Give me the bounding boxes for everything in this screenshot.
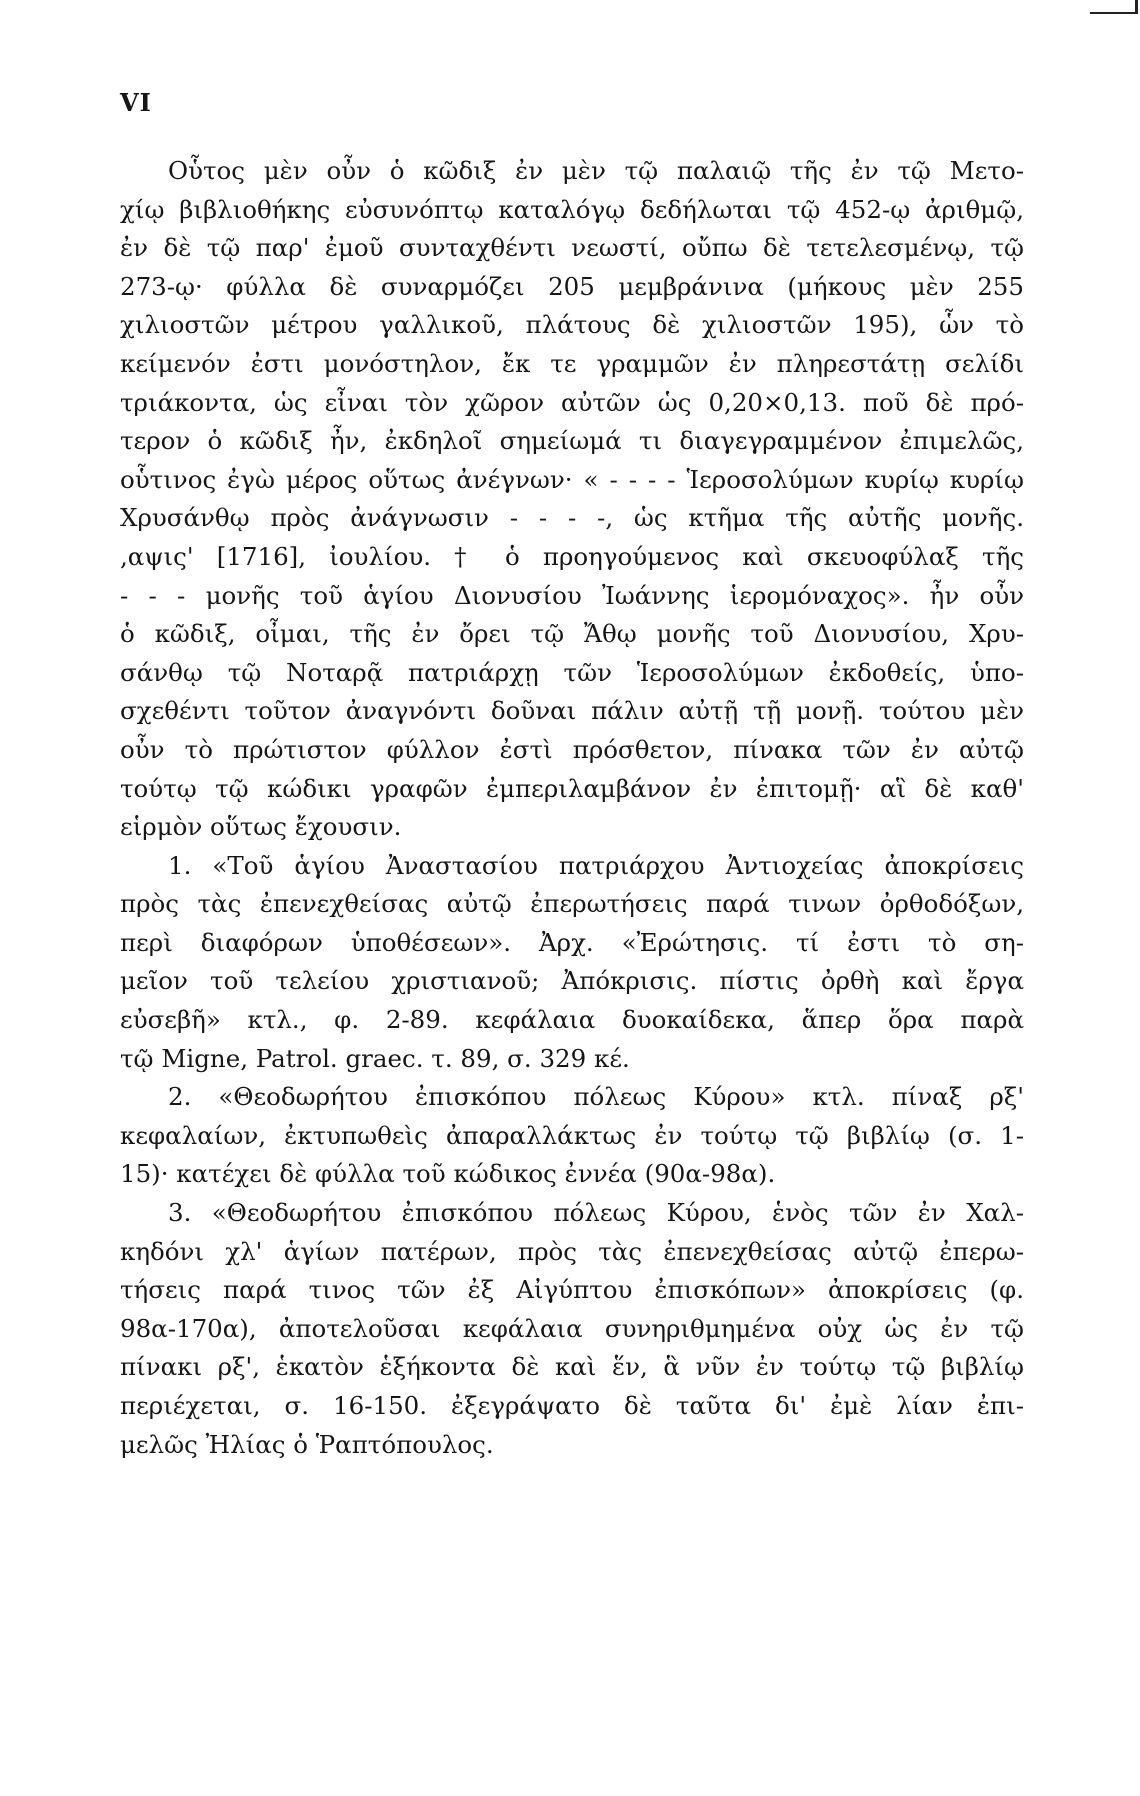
- text-line: 98α-170α), ἀποτελοῦσαι κεφάλαια συνηριθμημένα οὐχ ὡς ἐν τῷ: [120, 1313, 1024, 1343]
- text-line: 273-ῳ· φύλλα δὲ συναρμόζει 205 μεμβράνινα (μήκους μὲν 255: [120, 271, 1024, 301]
- text-line: πίνακι ρξ', ἑκατὸν ἑξήκοντα δὲ καὶ ἕν, ἃ νῦν ἐν τούτῳ τῷ βιβλίῳ: [120, 1352, 1024, 1382]
- text-line: τριάκοντα, ὡς εἶναι τὸν χῶρον αὐτῶν ὡς 0,20×0,13. ποῦ δὲ πρό-: [120, 387, 1024, 417]
- text-line: χιλιοστῶν μέτρου γαλλικοῦ, πλάτους δὲ χιλιοστῶν 195), ὧν τὸ: [120, 310, 1024, 340]
- text-line: περιέχεται, σ. 16-150. ἐξεγράψατο δὲ ταῦτα δι' ἐμὲ λίαν ἐπι-: [120, 1391, 1024, 1420]
- paragraph: [120, 152, 1024, 847]
- paragraph: [120, 847, 1024, 1079]
- page-number: VI: [120, 88, 152, 117]
- text-line: εὐσεβῆ» κτλ., φ. 2-89. κεφάλαια δυοκαίδεκα, ἅπερ ὅρα παρὰ: [120, 1005, 1024, 1035]
- paragraph: [120, 1194, 1024, 1464]
- text-line: κεφαλαίων, ἐκτυπωθεὶς ἀπαραλλάκτως ἐν τούτῳ τῷ βιβλίῳ (σ. 1-: [120, 1120, 1024, 1150]
- text-line: Οὗτος μὲν οὖν ὁ κῶδιξ ἐν μὲν τῷ παλαιῷ τῆς ἐν τῷ Μετο-: [168, 156, 1024, 185]
- text-line: 15)· κατέχει δὲ φύλλα τοῦ κώδικος ἐννέα (90α-98α).: [120, 1159, 776, 1189]
- text-line: μεῖον τοῦ τελείου χριστιανοῦ; Ἀπόκρισις. πίστις ὀρθὴ καὶ ἔργα: [120, 966, 1024, 996]
- text-line: χίῳ βιβλιοθήκης εὐσυνόπτῳ καταλόγῳ δεδήλωται τῷ 452-ῳ ἀριθμῷ,: [120, 194, 1024, 224]
- text-line: τερον ὁ κῶδιξ ἦν, ἐκδηλοῖ σημείωμά τι διαγεγραμμένον ἐπιμελῶς,: [120, 426, 1024, 456]
- text-line: - - - μονῆς τοῦ ἁγίου Διονυσίου Ἰωάννης ἱερομόναχος». ἦν οὖν: [120, 580, 1024, 610]
- text-line: 3. «Θεοδωρήτου ἐπισκόπου πόλεως Κύρου, ἑνὸς τῶν ἐν Χαλ-: [168, 1198, 1024, 1228]
- text-line: κηδόνι χλ' ἁγίων πατέρων, πρὸς τὰς ἐπενεχθείσας αὐτῷ ἐπερω-: [120, 1236, 1024, 1266]
- text-line: σάνθῳ τῷ Νοταρᾷ πατριάρχῃ τῶν Ἱεροσολύμων ἐκδοθείς, ὑπο-: [120, 657, 1024, 687]
- text-line: τῷ Migne, Patrol. graec. τ. 89, σ. 329 κέ.: [120, 1043, 630, 1073]
- text-line: περὶ διαφόρων ὑποθέσεων». Ἀρχ. «Ἐρώτησις. τί ἐστι τὸ ση-: [120, 927, 1024, 957]
- text-line: τούτῳ τῷ κώδικι γραφῶν ἐμπεριλαμβάνον ἐν ἐπιτομῇ· αἳ δὲ καθ': [120, 773, 1024, 803]
- text-line: κείμενόν ἐστι μονόστηλον, ἔκ τε γραμμῶν ἐν πληρεστάτῃ σελίδι: [120, 348, 1024, 378]
- text-line: Χρυσάνθῳ πρὸς ἀνάγνωσιν - - - -, ὡς κτῆμα τῆς αὐτῆς μονῆς.: [120, 503, 1024, 533]
- body-text: [120, 152, 1024, 1464]
- text-line: ,αψις' [1716], ἰουλίου. † ὁ προηγούμενος καὶ σκευοφύλαξ τῆς: [120, 541, 1024, 571]
- text-line: ἐν δὲ τῷ παρ' ἐμοῦ συνταχθέντι νεωστί, οὔπω δὲ τετελεσμένῳ, τῷ: [120, 233, 1024, 263]
- text-line: πρὸς τὰς ἐπενεχθείσας αὐτῷ ἐπερωτήσεις παρά τινων ὀρθοδόξων,: [120, 889, 1024, 919]
- text-line: ὁ κῶδιξ, οἶμαι, τῆς ἐν ὄρει τῷ Ἄθῳ μονῆς τοῦ Διονυσίου, Χρυ-: [120, 619, 1024, 649]
- text-line: μελῶς Ἠλίας ὁ Ῥαπτόπουλος.: [120, 1429, 494, 1459]
- paragraph: [120, 1078, 1024, 1194]
- text-line: σχεθέντι τοῦτον ἀναγνόντι δοῦναι πάλιν αὐτῇ τῇ μονῇ. τούτου μὲν: [120, 696, 1024, 726]
- text-line: 2. «Θεοδωρήτου ἐπισκόπου πόλεως Κύρου» κτλ. πίναξ ρξ': [168, 1082, 1024, 1112]
- text-line: οὗτινος ἐγὼ μέρος οὕτως ἀνέγνων· « - - - - Ἱεροσολύμων κυρίῳ κυρίῳ: [120, 464, 1024, 494]
- text-line: 1. «Τοῦ ἁγίου Ἀναστασίου πατριάρχου Ἀντιοχείας ἀποκρίσεις: [168, 850, 1024, 880]
- corner-crop-mark: [1131, 0, 1138, 14]
- text-line: τήσεις παρά τινος τῶν ἐξ Αἰγύπτου ἐπισκόπων» ἀποκρίσεις (φ.: [120, 1275, 1024, 1305]
- text-line: εἱρμὸν οὕτως ἔχουσιν.: [120, 812, 402, 842]
- text-line: οὖν τὸ πρώτιστον φύλλον ἐστὶ πρόσθετον, πίνακα τῶν ἐν αὐτῷ: [120, 734, 1024, 764]
